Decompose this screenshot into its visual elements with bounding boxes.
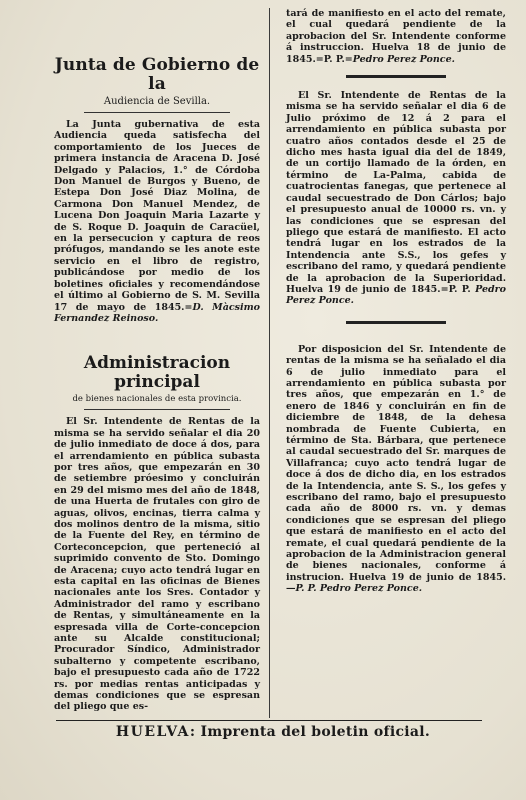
notice3-body (286, 344, 506, 595)
section2-rule (84, 409, 230, 410)
section1-title: Junta de Gobierno de la (54, 55, 260, 94)
section1-text: La Junta gubernativa de esta Audiencia queda satisfecha del comportamiento de los Jueces de primera instancia de Aracena D. José Delgado y Palacios, 1.° de Córdoba Don Manuel de Burgos y Bueno, de Estepa Don José Diaz Molina, de Carmona Don Manuel Mendez, de Lucena Don Joaquin Maria Lazarte y de S. Roque D. Joaquin de Caracüel, en la persecucion y captura de reos prófugos, mandando se les anote este servicio en el libro de registro, publicándose por medio de los boletines oficiales y recomendándose el último al Gobierno de S. M. Sevilla 17 de mayo de 1845.= (54, 119, 260, 313)
right-column (270, 8, 512, 718)
left-column (14, 8, 270, 718)
footer-rule (56, 720, 482, 721)
section2-body: El Sr. Intendente de Rentas de la misma se ha servido señalar el dia 20 de julio inmediato de doce á dos, para el arrendamiento en pública subasta por tres años, que empezarán en 30 de setiembre próesimo y concluirán en 29 del mismo mes del año de 1848, de una Huerta de frutales con giro de aguas, olivos, encinas, tierra calma y dos molinos dentro de la misma, sitio de la Fuente del Rey, en término de Corteconcepcion, que perteneció al suprimido convento de Sto. Domingo de Aracena; cuyo acto tendrá lugar en esta capital en las oficinas de Bienes nacionales ante los Sres. Contador y Administrador del ramo y escribano de Rentas, y simultáneamente en la espresada villa de Corte-concepcion ante su Alcalde constitucional; Procurador Síndico, Administrador subalterno y competente escribano, bajo el presupuesto cada año de 1722 rs. por medias rentas anticipadas y demas condiciones que se espresan del pliego que es- (54, 416, 260, 713)
section1-signature: D. Màcsimo Fernandez Reinoso. (54, 301, 260, 324)
section1-rule (84, 112, 230, 113)
notice2-text: El Sr. Intendente de Rentas de la misma se ha servido señalar el dia 6 de Julio próximo de 12 á 2 para el arrendamiento en pública subasta por cuatro años contados desde el 25 de dicho mes hasta igual dia del de 1849, de un cortijo llamado de la órden, en término de La-Palma, cabida de cuatrocientas fanegas, que pertenece al caudal secuestrado de Don Cárlos; bajo el presupuesto anual de 10000 rs. vn. y las condiciones que se espresan del pliego que estará de manifiesto. El acto tendrá lugar en los estrados de la Intendencia ante S.S., los gefes y escribano del ramo, y quedará pendiente de la aprobacion de la Superioridad. Huelva 19 de junio de 1845.= (286, 90, 506, 295)
continuation-body (286, 8, 506, 65)
continuation-text: tará de manifiesto en el acto del remate, el cual quedará pendiente de la aprobacion del Sr. Intendente conforme á instruccion. Huelva 18 de junio de 1845.= (286, 8, 506, 65)
notice2-signature-prefix: P. P. (448, 283, 471, 295)
notice2-divider (346, 75, 446, 78)
section2-subtitle: de bienes nacionales de esta provincia. (72, 394, 242, 405)
notice3-signature: P. P. Pedro Perez Ponce. (295, 583, 423, 595)
section1-subtitle: Audiencia de Sevilla. (103, 96, 211, 107)
notice3-text: Por disposicion del Sr. Intendente de rentas de la misma se ha señalado el dia 6 de julio inmediato para el arrendamiento en pública subasta por tres años, que empezarán en 1.° de enero de 1846 y concluirán en fin de diciembre de 1848, de la dehesa nombrada de Fuente Cubierta, en término de Sta. Bárbara, que pertenece al caudal secuestrado del Sr. marques de Villafranca; cuyo acto tendrá lugar de doce á dos de dicho dia, en los estrados de la Intendencia, ante S. S., los gefes y escribano del ramo, bajo el presupuesto cada año de 8000 rs. vn. y demas condiciones que se espresan del pliego que estará de manifiesto en el acto del remate, el cual quedará pendiente de la aprobacion de la Administracion general de bienes nacionales, conforme á instrucion. Huelva 19 de junio de 1845.— (286, 343, 506, 595)
footer-city: HUELVA (115, 724, 190, 740)
columns (14, 8, 512, 718)
section1-body (54, 119, 260, 324)
section2-title: Administracion principal (83, 353, 231, 393)
notice2-body (286, 90, 506, 307)
imprint-footer (60, 724, 486, 740)
notice3-divider (346, 321, 446, 324)
notice2-signature: Pedro Perez Ponce. (286, 283, 506, 307)
footer-text: : Imprenta del boletin oficial. (189, 724, 431, 740)
continuation-signature-prefix: P. P.= (323, 53, 353, 65)
continuation-signature: Pedro Perez Ponce. (352, 53, 455, 65)
